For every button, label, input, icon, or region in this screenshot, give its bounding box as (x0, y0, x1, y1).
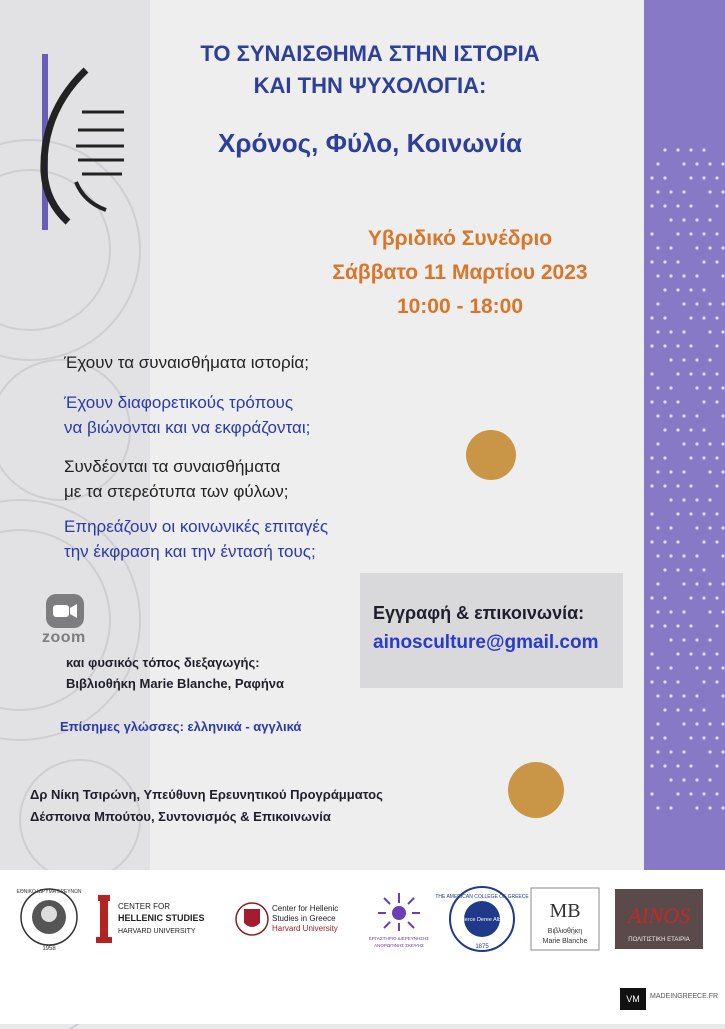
pattern-dot (721, 750, 724, 753)
question-line: την έκφραση και την έντασή τους; (64, 542, 316, 561)
pattern-dot (721, 442, 724, 445)
ainos-subtitle: ΠΟΛΙΤΙΣΤΙΚΗ ΕΤΑΙΡΙΑ (628, 937, 690, 943)
pattern-dot (669, 190, 672, 193)
mb-monogram: MB (549, 900, 581, 922)
pattern-dot (695, 526, 698, 529)
acg-ring-text: THE AMERICAN COLLEGE OF GREECE (435, 894, 529, 900)
pattern-dot (669, 750, 672, 753)
languages: Επίσημες γλώσσες: ελληνικά - αγγλικά (60, 719, 302, 734)
credit-line-2: Δέσποινα Μπούτου, Συντονισμός & Επικοινωνία (30, 809, 331, 824)
ergastirio-line-2: ΑΝΘΡΩΠΙΝΗΣ ΣΚΕΨΗΣ (374, 943, 424, 948)
footer (0, 970, 725, 1024)
pattern-dot (682, 330, 685, 333)
pattern-dot (650, 764, 653, 767)
pattern-dot (689, 484, 692, 487)
pattern-dot (656, 190, 659, 193)
pattern-dot (689, 764, 692, 767)
pattern-dot (708, 470, 711, 473)
pattern-dot (689, 568, 692, 571)
pattern-dot (702, 316, 705, 319)
pattern-dot (682, 554, 685, 557)
pattern-dot (676, 260, 679, 263)
pattern-dot (656, 554, 659, 557)
pattern-dot (702, 372, 705, 375)
question-line: με τα στερεότυπα των φύλων; (64, 482, 289, 501)
pattern-dot (721, 190, 724, 193)
question-line: να βιώνονται και να εκφράζονται; (64, 418, 311, 437)
pattern-dot (702, 148, 705, 151)
pattern-dot (669, 554, 672, 557)
pattern-dot (663, 680, 666, 683)
pattern-dot (663, 764, 666, 767)
pattern-dot (656, 470, 659, 473)
pattern-dot (663, 540, 666, 543)
pattern-dot (702, 456, 705, 459)
gold-dot-decoration (466, 430, 516, 480)
acg-inner-text: Pierce Deree Alba (459, 917, 505, 923)
pattern-dot (682, 442, 685, 445)
pattern-dot (695, 442, 698, 445)
chs2-line-2: Studies in Greece (272, 914, 336, 923)
pattern-dot (695, 694, 698, 697)
pattern-dot (708, 582, 711, 585)
pattern-dot (663, 736, 666, 739)
pattern-dot (715, 232, 718, 235)
pattern-dot (663, 288, 666, 291)
pattern-dot (656, 162, 659, 165)
pattern-dot (689, 344, 692, 347)
pattern-dot (689, 652, 692, 655)
pattern-dot (689, 372, 692, 375)
pattern-dot (663, 204, 666, 207)
pattern-dot (695, 218, 698, 221)
pattern-dot (682, 358, 685, 361)
pattern-dot (689, 596, 692, 599)
pattern-dot (663, 596, 666, 599)
pattern-dot (650, 316, 653, 319)
pattern-dot (656, 246, 659, 249)
pattern-dot (676, 792, 679, 795)
pattern-dot (669, 470, 672, 473)
pattern-dot (708, 246, 711, 249)
registration-email-link[interactable]: ainosculture@gmail.com (373, 632, 599, 653)
pattern-dot (708, 386, 711, 389)
pattern-dot (708, 330, 711, 333)
pattern-dot (695, 554, 698, 557)
pattern-dot (669, 386, 672, 389)
pattern-dot (708, 666, 711, 669)
pattern-dot (682, 582, 685, 585)
pattern-dot (695, 806, 698, 809)
zoom-label: zoom (42, 629, 86, 646)
pattern-dot (695, 414, 698, 417)
eie-logo (18, 884, 80, 954)
venue-line-1: και φυσικός τόπος διεξαγωγής: (66, 655, 260, 670)
title-line-1: ΤΟ ΣΥΝΑΙΣΘΗΜΑ ΣΤΗΝ ΙΣΤΟΡΙΑ (200, 41, 540, 66)
pattern-dot (676, 512, 679, 515)
pattern-dot (702, 792, 705, 795)
pattern-dot (656, 722, 659, 725)
pattern-dot (682, 610, 685, 613)
pattern-dot (663, 400, 666, 403)
pattern-dot (656, 414, 659, 417)
pattern-dot (702, 680, 705, 683)
pattern-dot (663, 176, 666, 179)
pattern-dot (715, 540, 718, 543)
pattern-dot (663, 344, 666, 347)
pattern-dot (695, 582, 698, 585)
pattern-dot (650, 176, 653, 179)
pattern-dot (715, 680, 718, 683)
pattern-dot (682, 498, 685, 501)
pattern-dot (721, 722, 724, 725)
pattern-dot (708, 610, 711, 613)
title-line-2: ΚΑΙ ΤΗΝ ΨΥΧΟΛΟΓΙΑ: (253, 73, 487, 98)
gold-dot-decoration (508, 762, 564, 818)
chs1-line-1: CENTER FOR (118, 902, 170, 911)
pattern-dot (650, 400, 653, 403)
pattern-dot (656, 442, 659, 445)
pattern-dot (650, 736, 653, 739)
pattern-dot (656, 750, 659, 753)
question-2 (64, 390, 310, 440)
pattern-dot (656, 302, 659, 305)
zoom-camera-icon (46, 594, 84, 628)
event-info (290, 222, 630, 324)
event-type: Υβριδικό Συνέδριο (367, 227, 553, 250)
page-title (150, 38, 590, 102)
pattern-dot (708, 442, 711, 445)
pattern-dot (669, 694, 672, 697)
pattern-dot (676, 680, 679, 683)
question-3 (64, 454, 288, 504)
acg-year: 1875 (475, 944, 489, 950)
pattern-dot (669, 218, 672, 221)
pattern-dot (721, 582, 724, 585)
pattern-dot (689, 288, 692, 291)
pattern-dot (721, 694, 724, 697)
pattern-dot (721, 162, 724, 165)
pattern-dot (656, 386, 659, 389)
pattern-dot (676, 540, 679, 543)
pattern-dot (715, 260, 718, 263)
chs2-line-1: Center for Hellenic (272, 904, 339, 913)
pattern-dot (715, 176, 718, 179)
pattern-dot (702, 652, 705, 655)
ergastirio-logo (364, 884, 434, 954)
pattern-dot (708, 806, 711, 809)
pattern-dot (650, 624, 653, 627)
eie-ring-text: ΕΘΝΙΚΟ ΙΔΡΥΜΑ ΕΡΕΥΝΩΝ (16, 889, 82, 895)
pattern-dot (650, 512, 653, 515)
pattern-dot (689, 512, 692, 515)
pattern-dot (650, 792, 653, 795)
event-date: Σάββατο 11 Μαρτίου 2023 (332, 261, 588, 284)
pattern-dot (676, 344, 679, 347)
pattern-dot (682, 274, 685, 277)
pattern-dot (669, 638, 672, 641)
pattern-dot (715, 344, 718, 347)
pattern-dot (682, 694, 685, 697)
mb-line-2: Marie Blanche (542, 938, 588, 945)
question-line: Επηρεάζουν οι κοινωνικές επιταγές (64, 517, 329, 536)
pattern-dot (695, 246, 698, 249)
pattern-dot (702, 568, 705, 571)
pattern-dot (715, 204, 718, 207)
pattern-dot (669, 610, 672, 613)
pattern-dot (663, 708, 666, 711)
pattern-dot (676, 400, 679, 403)
pattern-dot (682, 302, 685, 305)
pattern-dot (669, 498, 672, 501)
pattern-dot (656, 330, 659, 333)
ergastirio-line-1: ΕΡΓΑΣΤΗΡΙΟ ΔΙΕΡΕΥΝΗΣΗΣ (368, 936, 430, 941)
pattern-dot (715, 400, 718, 403)
pattern-dot (715, 316, 718, 319)
pattern-dot (695, 498, 698, 501)
pattern-dot (650, 484, 653, 487)
pattern-dot (695, 638, 698, 641)
marie-blanche-logo (530, 884, 600, 954)
pattern-dot (663, 316, 666, 319)
venue-line-2: Βιβλιοθήκη Marie Blanche, Ραφήνα (66, 676, 284, 691)
pattern-dot (715, 624, 718, 627)
pattern-dot (676, 232, 679, 235)
pattern-dot (663, 456, 666, 459)
pattern-dot (676, 624, 679, 627)
pattern-dot (689, 624, 692, 627)
pattern-dot (682, 218, 685, 221)
pattern-dot (676, 288, 679, 291)
pattern-dot (715, 764, 718, 767)
subtitle: Χρόνος, Φύλο, Κοινωνία (218, 128, 522, 158)
purple-dotted-strip (644, 0, 725, 870)
pattern-dot (715, 596, 718, 599)
pattern-dot (650, 344, 653, 347)
pattern-dot (682, 722, 685, 725)
pattern-dot (708, 722, 711, 725)
pattern-dot (650, 680, 653, 683)
pattern-dot (715, 652, 718, 655)
pattern-dot (663, 260, 666, 263)
pattern-dot (702, 400, 705, 403)
pattern-dot (689, 708, 692, 711)
pattern-dot (650, 596, 653, 599)
pattern-dot (721, 666, 724, 669)
pattern-dot (695, 302, 698, 305)
pattern-dot (669, 806, 672, 809)
pattern-dot (715, 736, 718, 739)
pattern-dot (721, 386, 724, 389)
pattern-dot (682, 190, 685, 193)
pattern-dot (663, 428, 666, 431)
pattern-dot (721, 414, 724, 417)
pattern-dot (663, 148, 666, 151)
pattern-dot (682, 414, 685, 417)
question-1 (64, 350, 309, 375)
pattern-dot (721, 470, 724, 473)
pattern-dot (676, 764, 679, 767)
pattern-dot (656, 526, 659, 529)
pattern-dot (721, 610, 724, 613)
pattern-dot (676, 568, 679, 571)
chs-greece-logo (236, 884, 356, 954)
chs1-line-2: HELLENIC STUDIES (118, 913, 205, 923)
pattern-dot (656, 274, 659, 277)
pattern-dot (669, 526, 672, 529)
pattern-dot (669, 666, 672, 669)
acg-logo (435, 884, 529, 954)
pattern-dot (669, 246, 672, 249)
pattern-dot (656, 610, 659, 613)
pattern-dot (721, 274, 724, 277)
pattern-dot (682, 470, 685, 473)
pattern-dot (669, 414, 672, 417)
chs2-line-3: Harvard University (272, 924, 338, 933)
pattern-dot (715, 456, 718, 459)
pattern-dot (669, 778, 672, 781)
pattern-dot (650, 652, 653, 655)
pattern-dot (676, 652, 679, 655)
pattern-dot (669, 330, 672, 333)
pattern-dot (708, 218, 711, 221)
pattern-dot (676, 708, 679, 711)
ship-drawing-artwork (38, 52, 128, 232)
pattern-dot (715, 484, 718, 487)
pattern-dot (689, 148, 692, 151)
pattern-dot (682, 778, 685, 781)
pattern-dot (721, 302, 724, 305)
footer-badge: VM (620, 988, 646, 1010)
pattern-dot (656, 582, 659, 585)
pattern-dot (708, 526, 711, 529)
pattern-dot (650, 456, 653, 459)
pattern-dot (689, 792, 692, 795)
pattern-dot (715, 792, 718, 795)
pattern-dot (650, 540, 653, 543)
pattern-dot (702, 596, 705, 599)
pattern-dot (702, 708, 705, 711)
pattern-dot (656, 694, 659, 697)
pattern-dot (650, 204, 653, 207)
pattern-dot (695, 666, 698, 669)
pattern-dot (695, 778, 698, 781)
pattern-dot (708, 638, 711, 641)
pattern-dot (689, 204, 692, 207)
pattern-dot (695, 162, 698, 165)
registration-title: Εγγραφή & επικοινωνία: (373, 603, 585, 623)
event-time: 10:00 - 18:00 (396, 295, 524, 318)
ainos-logo (614, 884, 704, 954)
pattern-dot (650, 232, 653, 235)
pattern-dot (702, 288, 705, 291)
mb-line-1: Βιβλιοθήκη (547, 928, 583, 935)
pattern-dot (650, 260, 653, 263)
pattern-dot (689, 316, 692, 319)
pattern-dot (689, 176, 692, 179)
pattern-dot (656, 666, 659, 669)
pattern-dot (689, 456, 692, 459)
pattern-dot (702, 428, 705, 431)
eie-year: 1958 (42, 946, 56, 952)
pattern-dot (702, 540, 705, 543)
pattern-dot (663, 484, 666, 487)
pattern-dot (676, 428, 679, 431)
pattern-dot (715, 512, 718, 515)
pattern-dot (656, 806, 659, 809)
pattern-dot (695, 386, 698, 389)
pattern-dot (689, 428, 692, 431)
question-line: Έχουν διαφορετικούς τρόπους (64, 393, 294, 412)
pattern-dot (663, 568, 666, 571)
pattern-dot (669, 274, 672, 277)
pattern-dot (650, 372, 653, 375)
ainos-name: AINOS (627, 903, 691, 928)
pattern-dot (682, 638, 685, 641)
pattern-dot (695, 274, 698, 277)
pattern-dot (715, 372, 718, 375)
pattern-dot (702, 176, 705, 179)
pattern-dot (702, 736, 705, 739)
chs-harvard-logo (96, 884, 220, 954)
pattern-dot (676, 372, 679, 375)
pattern-dot (721, 246, 724, 249)
dot-pattern (644, 0, 725, 870)
pattern-dot (669, 358, 672, 361)
pattern-dot (689, 736, 692, 739)
pattern-dot (695, 358, 698, 361)
pattern-dot (721, 806, 724, 809)
question-4 (64, 514, 328, 564)
question-line: Συνδέονται τα συναισθήματα (64, 457, 281, 476)
chs1-line-3: HARVARD UNIVERSITY (118, 928, 196, 935)
pattern-dot (663, 624, 666, 627)
pattern-dot (708, 750, 711, 753)
pattern-dot (708, 190, 711, 193)
pattern-dot (702, 512, 705, 515)
pattern-dot (708, 302, 711, 305)
pattern-dot (676, 204, 679, 207)
pattern-dot (721, 330, 724, 333)
pattern-dot (721, 554, 724, 557)
pattern-dot (689, 232, 692, 235)
pattern-dot (708, 778, 711, 781)
pattern-dot (708, 358, 711, 361)
credit-line-1: Δρ Νίκη Τσιρώνη, Υπεύθυνη Ερευνητικού Προγράμματος (30, 787, 383, 802)
pattern-dot (702, 232, 705, 235)
footer-text: MADEINGREECE.FR (650, 993, 719, 1000)
pattern-dot (682, 162, 685, 165)
pattern-dot (702, 260, 705, 263)
pattern-dot (708, 498, 711, 501)
pattern-dot (682, 750, 685, 753)
pattern-dot (695, 722, 698, 725)
question-line: Έχουν τα συναισθήματα ιστορία; (64, 353, 309, 372)
pattern-dot (676, 484, 679, 487)
pattern-dot (721, 526, 724, 529)
registration-box (360, 573, 623, 688)
pattern-dot (708, 162, 711, 165)
pattern-dot (676, 148, 679, 151)
